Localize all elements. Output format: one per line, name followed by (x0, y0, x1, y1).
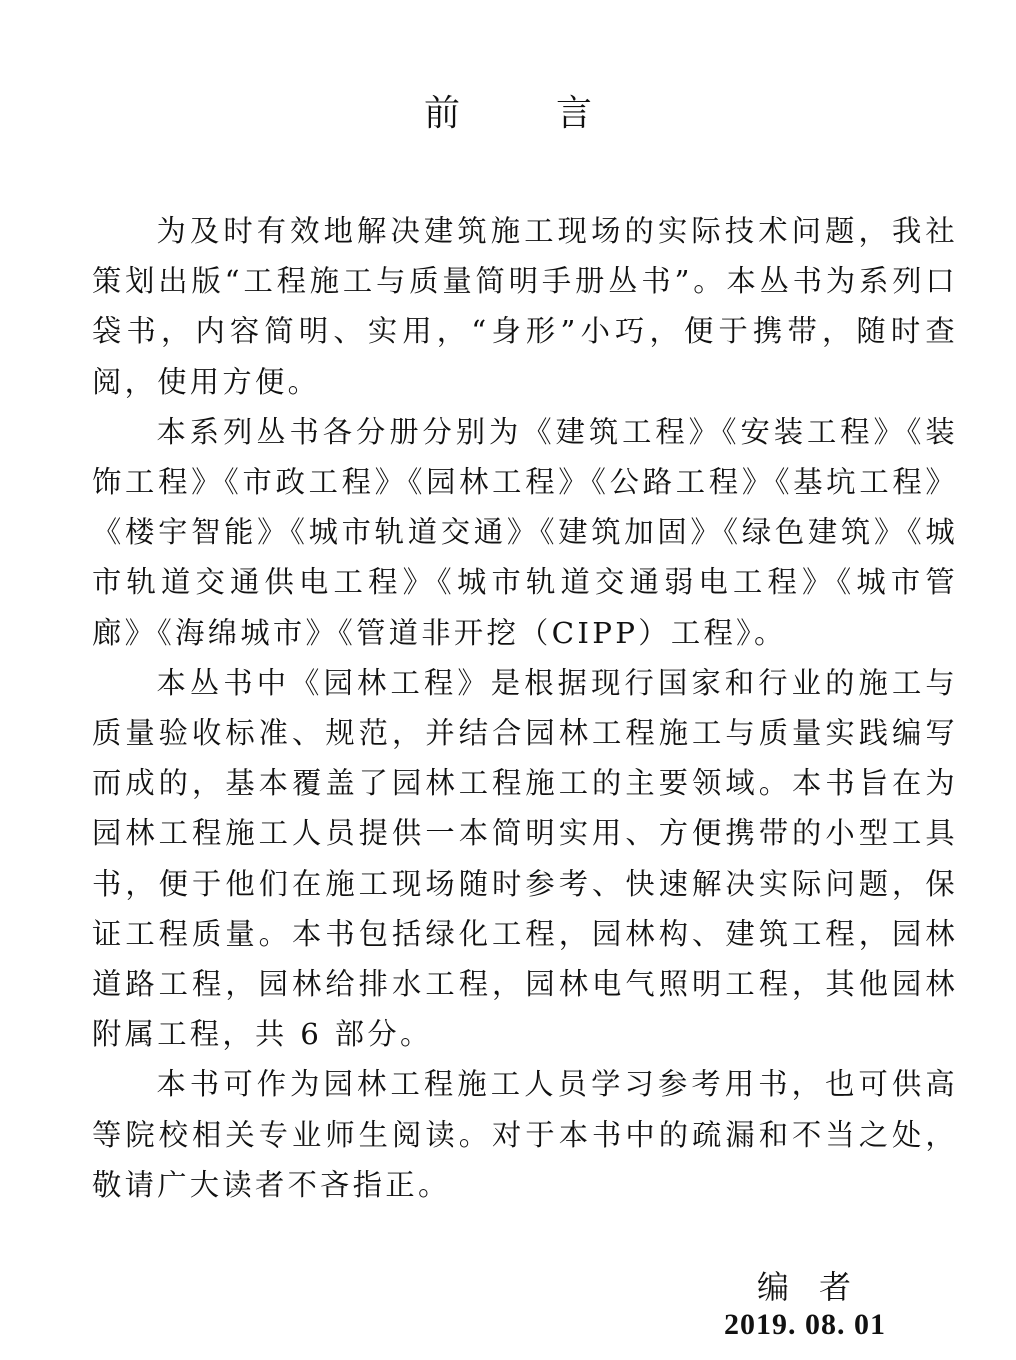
preface-body (92, 206, 958, 1210)
date-label: 2019. 08. 01 (724, 1308, 886, 1341)
title-char-1: 前 (423, 92, 460, 134)
title-char-2: 言 (556, 92, 593, 134)
paragraph-4: 本书可作为园林工程施工人员学习参考用书，也可供高等院校相关专业师生阅读。对于本书中的疏漏和不当之处，敬请广大读者不吝指正。 (92, 1067, 958, 1202)
paragraph-1: 为及时有效地解决建筑施工现场的实际技术问题，我社策划出版“工程施工与质量简明手册丛书”。本丛书为系列口袋书，内容简明、实用，“身形”小巧，便于携带，随时查阅，使用方便。 (92, 214, 958, 399)
paragraph-3: 本丛书中《园林工程》是根据现行国家和行业的施工与质量验收标准、规范，并结合园林工程施工与质量实践编写而成的，基本覆盖了园林工程施工的主要领域。本书旨在为园林工程施工人员提供一本简明实用、方便携带的小型工具书，便于他们在施工现场随时参考、快速解决实际问题，保证工程质量。本书包括绿化工程，园林构、建筑工程，园林道路工程，园林给排水工程，园林电气照明工程，其他园林附属工程，共 6 部分。 (92, 665, 958, 1052)
author-label: 编者 (757, 1268, 882, 1306)
paragraph-2: 本系列丛书各分册分别为《建筑工程》《安装工程》《装饰工程》《市政工程》《园林工程》《公路工程》《基坑工程》《楼宇智能》《城市轨道交通》《建筑加固》《绿色建筑》《城市轨道交通供电工程》《城市轨道交通弱电工程》《城市管廊》《海绵城市》《管道非开挖（CIPP）工程》。 (92, 414, 958, 650)
page-title (0, 80, 1016, 140)
